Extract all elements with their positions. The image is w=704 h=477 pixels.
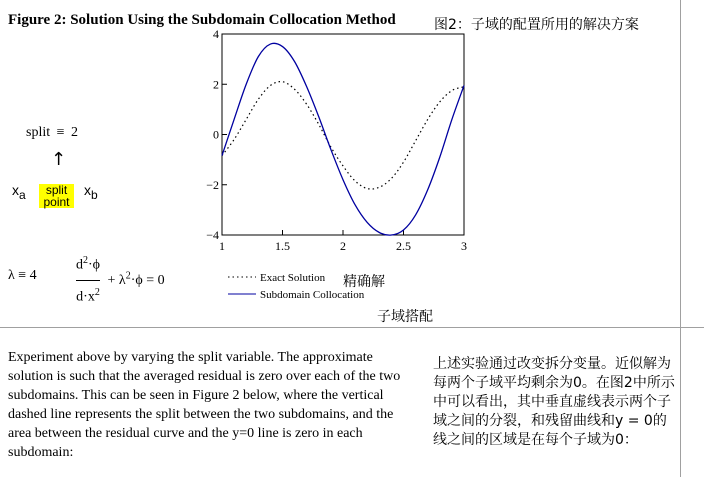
explanation-chinese: 上述实验通过改变拆分变量。近似解为每两个子域平均剩余为0。在图2中所示中可以看出，其中垂直虚线表示两个子域之间的分裂，和残留曲线和y = 0的线之间的区域是在每个子域为0： bbox=[433, 356, 675, 448]
x-tick-label: 3 bbox=[461, 239, 467, 253]
solution-chart bbox=[200, 28, 490, 308]
legend-exact-cn: 精确解 bbox=[343, 274, 385, 290]
x-tick-label: 1 bbox=[219, 239, 225, 253]
figure-title-cn: 图2：子域的配置所用的解决方案 bbox=[434, 17, 639, 33]
split-point-highlight bbox=[39, 184, 74, 208]
y-tick-label: 4 bbox=[213, 28, 219, 41]
x-tick-label: 1.5 bbox=[275, 239, 290, 253]
x-tick-label: 2.5 bbox=[396, 239, 411, 253]
subdomain-collocation-line bbox=[222, 43, 464, 235]
ode-numerator: $d^2\cdot\phi$ bbox=[76, 255, 101, 273]
ode-denominator: $d\cdot x^2$ bbox=[76, 286, 100, 305]
exact-solution-line bbox=[222, 82, 464, 189]
ode-equation[interactable] bbox=[76, 255, 165, 305]
split-value: 2 bbox=[71, 125, 79, 140]
split-definition[interactable] bbox=[26, 125, 78, 141]
up-arrow-icon: ↑ bbox=[51, 149, 67, 170]
legend-sub-cn: 子域搭配 bbox=[377, 309, 433, 325]
y-tick-label: 2 bbox=[213, 77, 219, 92]
ode-rest: + $\lambda^2\cdot\phi = 0$ bbox=[107, 270, 165, 289]
x-tick-label: 2 bbox=[340, 239, 346, 253]
split-point-line2: point bbox=[43, 195, 70, 209]
lambda-definition[interactable]: λ ≡ 4 bbox=[8, 268, 37, 283]
split-point-line1: split bbox=[45, 183, 68, 197]
section-divider bbox=[0, 327, 704, 328]
split-label: split bbox=[26, 125, 51, 140]
figure-title: Figure 2: Solution Using the Subdomain Collocation Method bbox=[8, 12, 396, 28]
legend-exact-label: Exact Solution bbox=[260, 272, 326, 284]
y-tick-label: −2 bbox=[206, 177, 219, 192]
y-tick-label: −4 bbox=[206, 228, 219, 242]
explanation-english: Experiment above by varying the split variable. The approximate solution is such that the averaged residual is zero over each of the two subdomains. This can be seen in Figure 2 below, where the vertical dashed line represents the split between the two subdomains, and the area between the residual curve and the y=0 line is zero in each subdomain: bbox=[8, 350, 401, 460]
split-eq: ≡ bbox=[56, 125, 65, 140]
plot-frame bbox=[222, 34, 464, 235]
y-tick-label: 0 bbox=[213, 127, 219, 142]
xa-label: $x_a$ bbox=[12, 182, 26, 202]
xb-label: $x_b$ bbox=[84, 182, 98, 202]
legend-sub-label: Subdomain Collocation bbox=[260, 289, 365, 301]
fraction-bar bbox=[76, 280, 100, 281]
right-divider bbox=[680, 0, 681, 477]
